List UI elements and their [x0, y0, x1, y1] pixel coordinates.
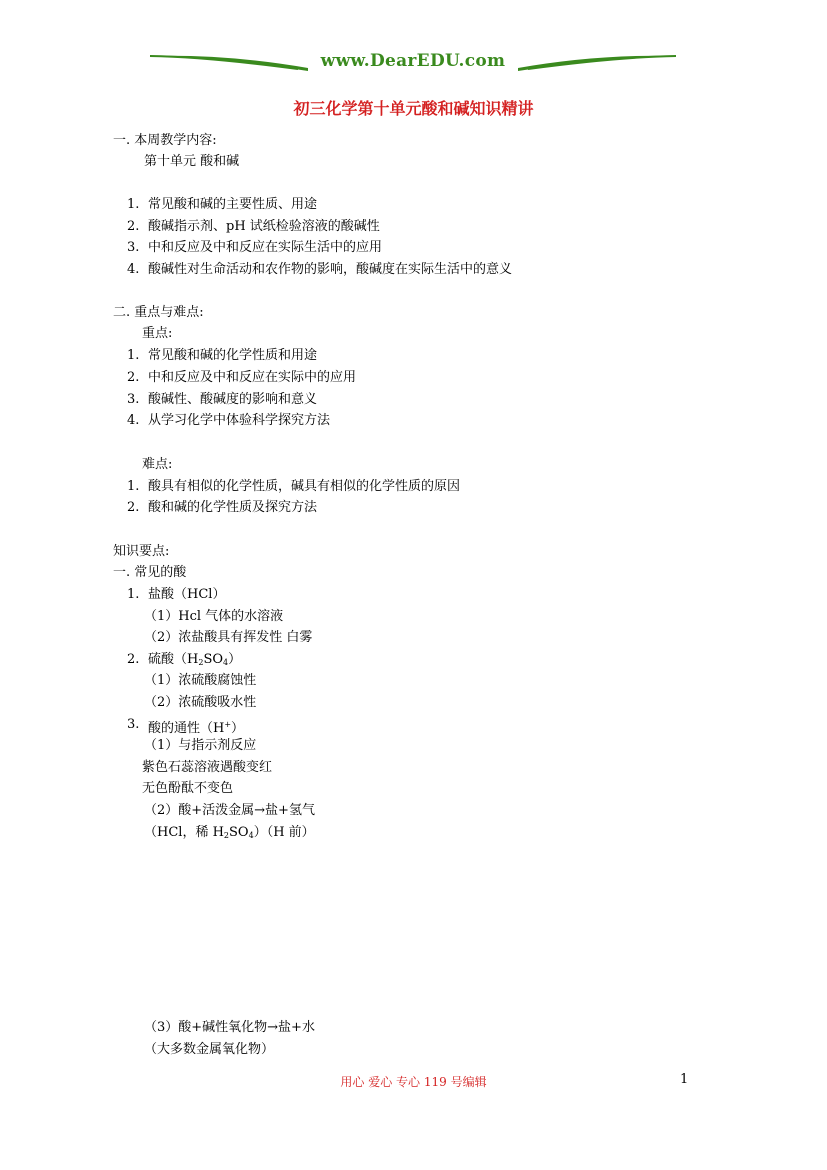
list-number: 2. — [127, 500, 140, 515]
list-item: 酸具有相似的化学性质，碱具有相似的化学性质的原因 — [148, 479, 461, 494]
site-header — [148, 48, 678, 78]
acid-general-point: （1）与指示剂反应 — [144, 738, 257, 753]
acid-general-detail: （大多数金属氧化物） — [144, 1042, 275, 1057]
list-item: 酸碱性、酸碱度的影响和意义 — [148, 392, 318, 407]
hcl-point: （2）浓盐酸具有挥发性 白雾 — [144, 630, 313, 645]
acid-general-point: （3）酸+碱性氧化物→盐+水 — [144, 1020, 315, 1035]
knowledge-heading: 知识要点: — [113, 544, 170, 559]
list-item: 中和反应及中和反应在实际生活中的应用 — [148, 240, 383, 255]
list-number: 1. — [127, 197, 140, 212]
list-item: 中和反应及中和反应在实际中的应用 — [148, 370, 357, 385]
list-number: 4. — [127, 262, 140, 277]
list-item: 常见酸和碱的主要性质、用途 — [148, 197, 318, 212]
list-number: 2. — [127, 219, 140, 234]
section2-heading: 二. 重点与难点: — [113, 305, 204, 320]
list-item: 酸碱性对生命活动和农作物的影响，酸碱度在实际生活中的意义 — [148, 262, 513, 277]
h2so4-point: （1）浓硫酸腐蚀性 — [144, 673, 257, 688]
h2so4-title: 硫酸$(H_2SO_4)$ — [148, 652, 242, 667]
key-points-label: 重点: — [142, 326, 173, 341]
site-logo-text: www.DearEDU.com — [148, 51, 678, 71]
list-item: 酸和碱的化学性质及探究方法 — [148, 500, 318, 515]
list-item: 酸碱指示剂、pH 试纸检验溶液的酸碱性 — [148, 219, 380, 234]
section1-unit: 第十单元 酸和碱 — [144, 154, 240, 169]
acid-general-detail: （HCl，稀 $H_2SO_4)(H$ 前） — [144, 825, 315, 840]
list-number: 3. — [127, 392, 140, 407]
page-number: 1 — [680, 1072, 689, 1087]
difficult-points-label: 难点: — [142, 457, 173, 472]
list-number: 2. — [127, 370, 140, 385]
document-title: 初三化学第十单元酸和碱知识精讲 — [293, 99, 534, 118]
list-item: 从学习化学中体验科学探究方法 — [148, 413, 331, 428]
list-number: 1. — [127, 348, 140, 363]
acid-general-title: 酸的通性（H+） — [148, 720, 245, 736]
acid-general-point: （2）酸+活泼金属→盐+氢气 — [144, 803, 315, 818]
h2so4-point: （2）浓硫酸吸水性 — [144, 695, 257, 710]
acid-general-detail: 紫色石蕊溶液遇酸变红 — [142, 760, 273, 775]
list-number: 4. — [127, 413, 140, 428]
hcl-point: （1）Hcl 气体的水溶液 — [144, 609, 284, 624]
page-footer: 用心 爱心 专心 119 号编辑 — [340, 1075, 487, 1089]
common-acids-heading: 一. 常见的酸 — [113, 565, 187, 580]
list-number: 2. — [127, 652, 140, 667]
hcl-title: 盐酸（HCl） — [148, 587, 226, 602]
list-number: 1. — [127, 587, 140, 602]
list-item: 常见酸和碱的化学性质和用途 — [148, 348, 318, 363]
list-number: 1. — [127, 479, 140, 494]
list-number: 3. — [127, 717, 140, 732]
acid-general-detail: 无色酚酞不变色 — [142, 781, 234, 796]
section1-heading: 一. 本周教学内容: — [113, 133, 217, 148]
list-number: 3. — [127, 240, 140, 255]
